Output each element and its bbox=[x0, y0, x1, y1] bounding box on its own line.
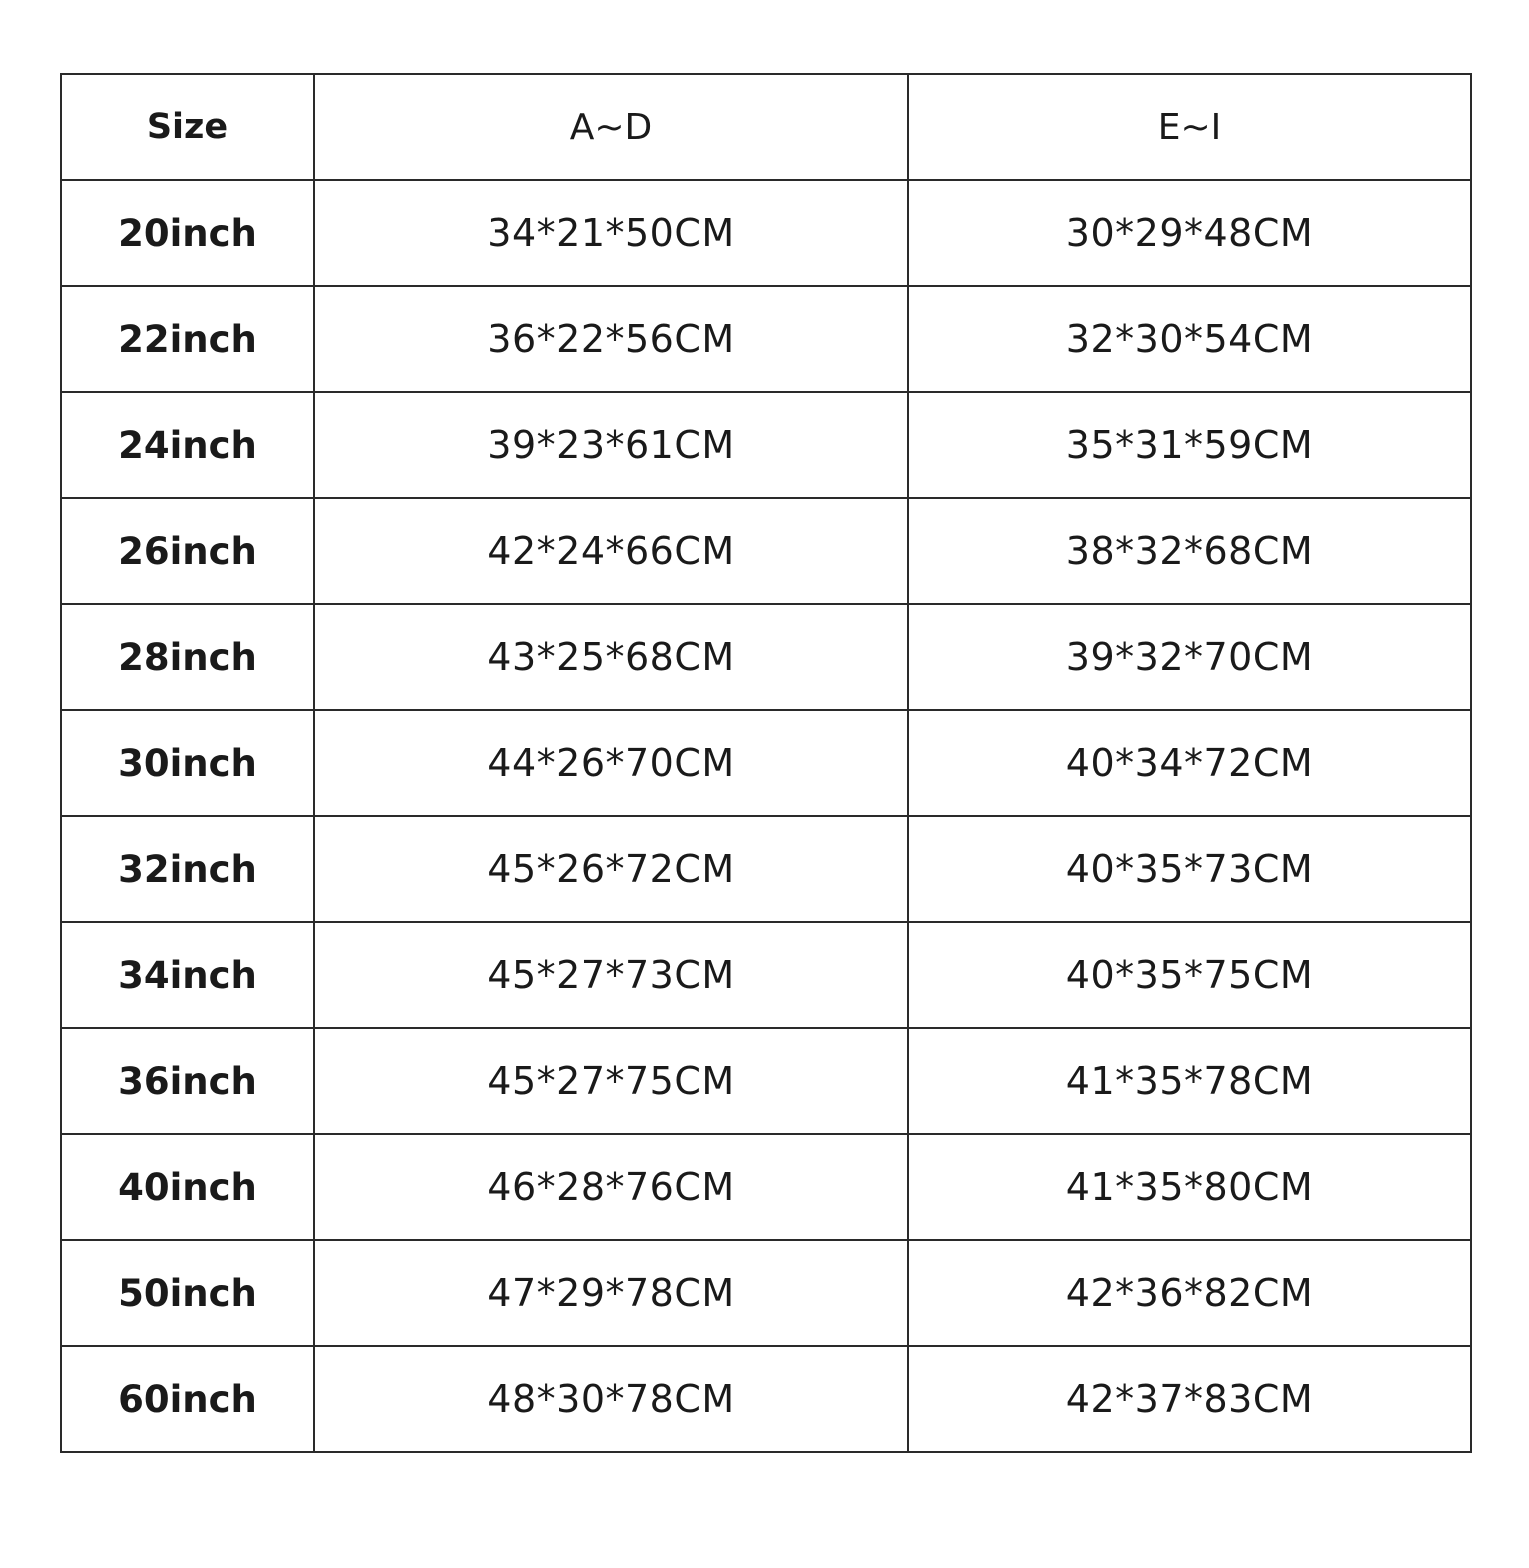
a-d-dimension-cell: 39*23*61CM bbox=[314, 392, 908, 498]
size-cell: 26inch bbox=[61, 498, 314, 604]
header-size: Size bbox=[61, 74, 314, 180]
a-d-dimension-cell: 44*26*70CM bbox=[314, 710, 908, 816]
e-i-dimension-cell: 40*35*75CM bbox=[908, 922, 1471, 1028]
e-i-dimension-cell: 35*31*59CM bbox=[908, 392, 1471, 498]
e-i-dimension-cell: 38*32*68CM bbox=[908, 498, 1471, 604]
a-d-dimension-cell: 45*26*72CM bbox=[314, 816, 908, 922]
size-cell: 20inch bbox=[61, 180, 314, 286]
size-cell: 22inch bbox=[61, 286, 314, 392]
a-d-dimension-cell: 34*21*50CM bbox=[314, 180, 908, 286]
table-row bbox=[61, 710, 1471, 816]
table-row bbox=[61, 498, 1471, 604]
size-cell: 28inch bbox=[61, 604, 314, 710]
size-cell: 30inch bbox=[61, 710, 314, 816]
e-i-dimension-cell: 41*35*78CM bbox=[908, 1028, 1471, 1134]
table-row bbox=[61, 816, 1471, 922]
e-i-dimension-cell: 32*30*54CM bbox=[908, 286, 1471, 392]
header-a-d: A~D bbox=[314, 74, 908, 180]
a-d-dimension-cell: 42*24*66CM bbox=[314, 498, 908, 604]
size-cell: 24inch bbox=[61, 392, 314, 498]
size-cell: 32inch bbox=[61, 816, 314, 922]
size-chart-table bbox=[60, 73, 1472, 1453]
e-i-dimension-cell: 41*35*80CM bbox=[908, 1134, 1471, 1240]
table-row bbox=[61, 286, 1471, 392]
table-row bbox=[61, 604, 1471, 710]
header-e-i: E~I bbox=[908, 74, 1471, 180]
header-row bbox=[61, 74, 1471, 180]
a-d-dimension-cell: 48*30*78CM bbox=[314, 1346, 908, 1452]
a-d-dimension-cell: 45*27*73CM bbox=[314, 922, 908, 1028]
a-d-dimension-cell: 36*22*56CM bbox=[314, 286, 908, 392]
e-i-dimension-cell: 40*35*73CM bbox=[908, 816, 1471, 922]
a-d-dimension-cell: 46*28*76CM bbox=[314, 1134, 908, 1240]
size-cell: 34inch bbox=[61, 922, 314, 1028]
a-d-dimension-cell: 43*25*68CM bbox=[314, 604, 908, 710]
e-i-dimension-cell: 42*36*82CM bbox=[908, 1240, 1471, 1346]
size-cell: 60inch bbox=[61, 1346, 314, 1452]
table-row bbox=[61, 392, 1471, 498]
table-row bbox=[61, 1134, 1471, 1240]
table-row bbox=[61, 1028, 1471, 1134]
e-i-dimension-cell: 39*32*70CM bbox=[908, 604, 1471, 710]
size-cell: 40inch bbox=[61, 1134, 314, 1240]
a-d-dimension-cell: 45*27*75CM bbox=[314, 1028, 908, 1134]
table-row bbox=[61, 922, 1471, 1028]
size-cell: 36inch bbox=[61, 1028, 314, 1134]
e-i-dimension-cell: 40*34*72CM bbox=[908, 710, 1471, 816]
e-i-dimension-cell: 42*37*83CM bbox=[908, 1346, 1471, 1452]
table-row bbox=[61, 1240, 1471, 1346]
table-row bbox=[61, 180, 1471, 286]
size-cell: 50inch bbox=[61, 1240, 314, 1346]
table-row bbox=[61, 1346, 1471, 1452]
e-i-dimension-cell: 30*29*48CM bbox=[908, 180, 1471, 286]
a-d-dimension-cell: 47*29*78CM bbox=[314, 1240, 908, 1346]
